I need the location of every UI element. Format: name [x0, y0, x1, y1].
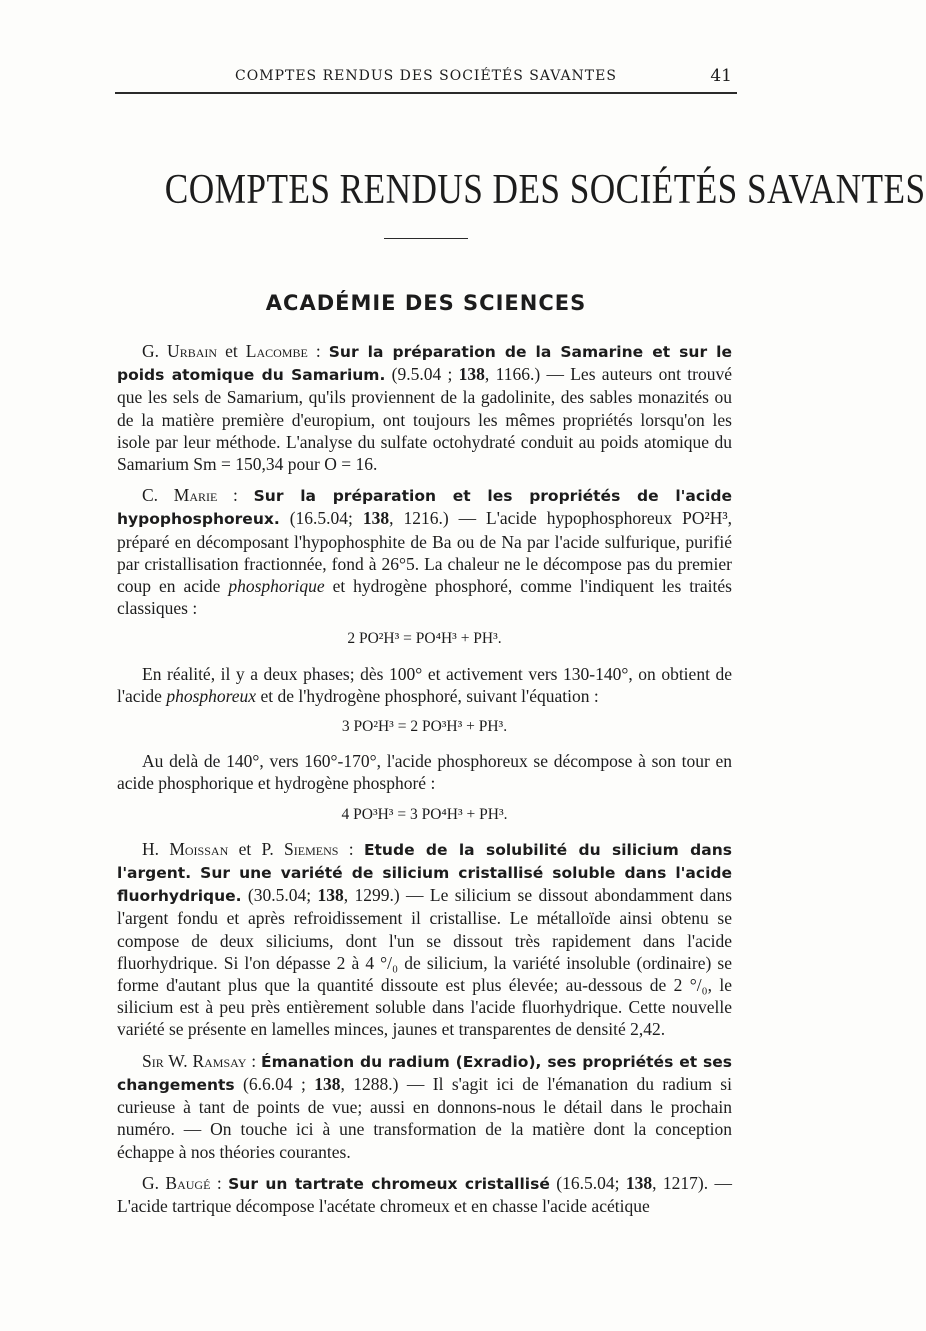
entry-marie [117, 484, 732, 619]
entry-text: En réalité, il y a deux phases; dès 100° et activement vers 130-140°, on obtient de l'acide [117, 663, 732, 706]
entry-ref-page: , 1166.) [484, 364, 541, 385]
entry-author: C. Marie [142, 485, 218, 506]
entry-ref-volume: 138 [362, 508, 390, 529]
entry-title: Émanation du radium (Exradio), ses propriétés et ses changements [117, 1052, 732, 1094]
entry-ref-date: (6.6.04 ; [234, 1073, 315, 1094]
entry-conjunction: et [228, 838, 262, 859]
entry-ref-volume: 138 [625, 1172, 653, 1193]
formula-2: 3 PO²H³ = 2 PO³H³ + PH³. [341, 718, 508, 736]
entry-ref-page: , 1216.) [389, 508, 449, 529]
entry-ref-volume: 138 [314, 1073, 341, 1094]
entry-ref-volume: 138 [458, 364, 485, 385]
entry-ref-page: , 1288.) [340, 1073, 399, 1094]
entry-author: H. Moissan [142, 838, 229, 859]
entry-ref-date: (9.5.04 ; [385, 364, 459, 385]
entry-marie-para3 [117, 750, 732, 794]
entry-separator: : [246, 1050, 261, 1071]
entry-urbain [117, 340, 732, 475]
entry-ref-date: (16.5.04; [549, 1172, 626, 1193]
entry-moissan [117, 838, 732, 1041]
entry-author: G. Urbain [142, 341, 218, 361]
entry-ref-date: (30.5.04; [241, 885, 318, 906]
entry-separator: : [210, 1172, 229, 1193]
running-title: COMPTES RENDUS DES SOCIÉTÉS SAVANTES [235, 68, 617, 84]
formula-3: 4 PO³H³ = 3 PO⁴H³ + PH³. [341, 805, 508, 823]
entry-marie-para2 [117, 663, 732, 707]
article-body [117, 340, 732, 1226]
running-head [115, 66, 737, 94]
entry-separator: : [307, 341, 329, 361]
formula-1: 2 PO²H³ = PO⁴H³ + PH³. [347, 630, 502, 648]
section-title: ACADÉMIE DES SCIENCES [265, 291, 587, 315]
entry-text: Au delà de 140°, vers 160°-170°, l'acide phosphoreux se décompose à son tour en acide phosphorique et hydrogène phosphoré : [117, 751, 732, 794]
entry-title: Etude de la solubilité du silicium dans l'argent. Sur une variété de silicium cristallisé soluble dans l'acide fluorhydrique. [117, 840, 732, 906]
entry-text: — Il s'agit ici de l'émanation du radium si curieuse à tant de points de vue; aussi en donnons-nous le détail dans le prochain numéro. — On touche ici à une transformation de la matière dont la conception échappe à nos théories courantes. [117, 1073, 732, 1162]
entry-text: — Le silicium se dissout abondamment dans l'argent fondu et après refroidissement il cristallise. Le métalloïde ainsi obtenu se compose de deux siliciums, dont l'un se dissout très rapidement dans l'acide fluorhydrique. Si l'on dépasse 2 à 4 °/₀ de silicium, la variété insoluble (ordinaire) se forme d'autant plus que la quantité dissoute est plus élevée; au-dessous de 2 °/₀, le silicium est à peu près entièrement soluble dans l'acide fluorhydrique. Cette nouvelle variété se présente en lamelles minces, jaunes et transparentes de densité 2,42. [117, 885, 733, 1040]
entry-author: Sir W. Ramsay [142, 1050, 247, 1071]
entry-ref-volume: 138 [317, 885, 344, 906]
entry-title: Sur la préparation de la Samarine et sur le poids atomique du Samarium. [117, 343, 732, 385]
entry-ref-page: , 1217). [652, 1172, 709, 1193]
entry-author-2: Lacombe [245, 341, 308, 361]
entry-text: — Les auteurs ont trouvé que les sels de Samarium, qu'ils proviennent de la gadolinite, des sables monazités ou de la matière première d'europium, ont toujours les mêmes propriétés lorsqu'on les isole par leur méthode. L'analyse du sulfate octohydraté conduit au poids atomique du Samarium Sm = 150,34 pour O = 16. [117, 364, 732, 475]
entry-author-2: P. Siemens [261, 838, 339, 859]
entry-italic-term: phosphoreux [166, 685, 257, 706]
entry-separator: : [217, 485, 254, 506]
entry-author: G. Baugé [142, 1172, 211, 1193]
entry-conjunction: et [217, 341, 246, 361]
title-divider [384, 238, 468, 239]
entry-title: Sur un tartrate chromeux cristallisé [228, 1174, 550, 1193]
entry-text-cont: et de l'hydrogène phosphoré, suivant l'équation : [256, 685, 599, 706]
entry-title: Sur la préparation et les propriétés de l'acide hypophosphoreux. [117, 487, 732, 529]
entry-text: — L'acide hypophosphoreux PO²H³, préparé en décomposant l'hypophosphite de Ba ou de Na par l'acide sulfurique, purifié par cristallisation fractionnée, fond à 26°5. La chaleur ne le décompose pas du premier coup en acide [117, 508, 732, 597]
entry-ref-page: , 1299.) [343, 885, 400, 906]
entry-ref-date: (16.5.04; [279, 508, 363, 529]
entry-separator: : [338, 838, 364, 859]
page-number: 41 [710, 66, 732, 86]
entry-ramsay [117, 1050, 732, 1163]
entry-italic-term: phosphorique [228, 576, 325, 597]
entry-text-cont: et hydrogène phosphoré, comme l'indiquent les traités classiques : [117, 576, 732, 619]
entry-bauge [117, 1172, 732, 1217]
entry-text: — L'acide tartrique décompose l'acétate chromeux et en chasse l'acide acétique [117, 1172, 733, 1216]
main-title: COMPTES RENDUS DES SOCIÉTÉS SAVANTES [164, 167, 926, 213]
